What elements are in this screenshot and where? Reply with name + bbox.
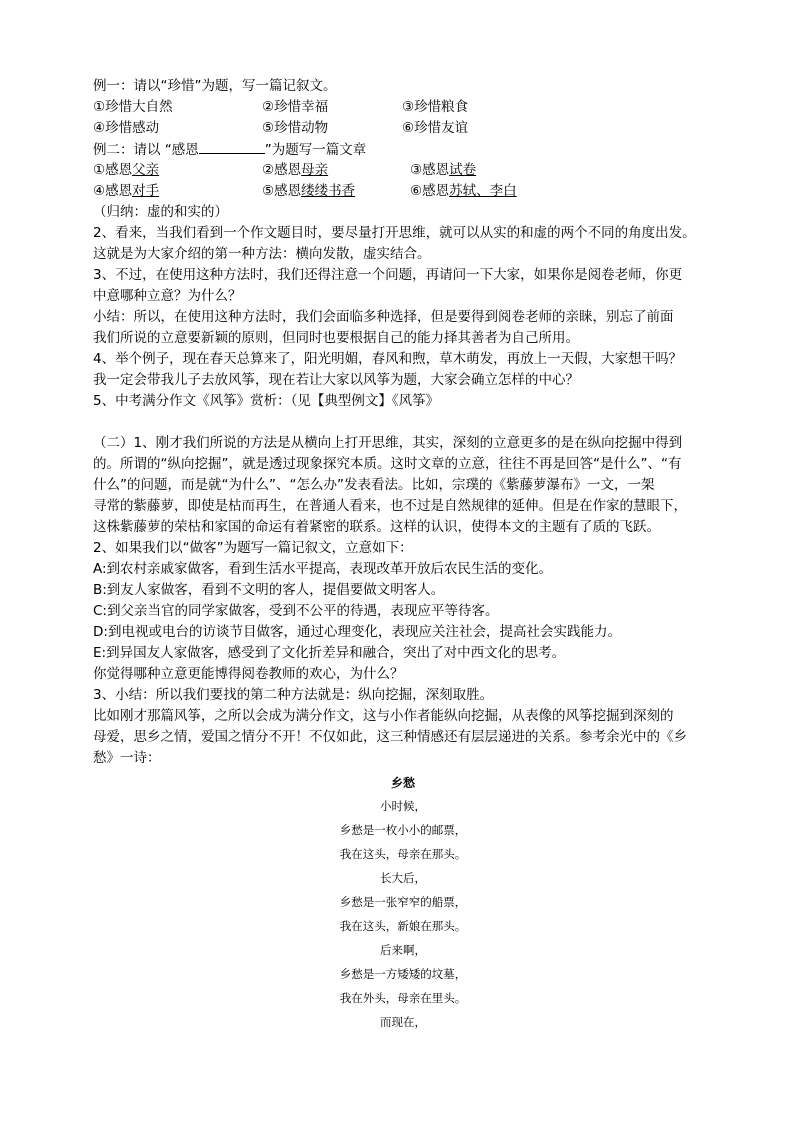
poem-line: 乡愁是一张窄窄的船票， — [339, 895, 467, 909]
poem-line: 而现在， — [380, 1015, 426, 1029]
paragraph-line: 3、小结：所以我们要找的第二种方法就是：纵向挖掘，深刻取胜。 — [93, 687, 494, 703]
poem-title: 乡愁 — [390, 776, 415, 790]
paragraph-line: 我们所说的立意要新颖的原则，但同时也要根据自己的能力择其善者为自己所用。 — [93, 330, 579, 346]
poem-line: 我在外头，母亲在里头。 — [339, 991, 467, 1005]
example-2-option: ②感恩母亲 — [262, 162, 329, 178]
paragraph-line: 3、不过，在使用这种方法时，我们还得注意一个问题，再请问一下大家，如果你是阅卷老师，你更 — [93, 267, 683, 283]
example-2-option: ⑤感恩缕缕书香 — [262, 183, 356, 199]
paragraph-line: 你觉得哪种立意更能博得阅卷教师的欢心，为什么？ — [93, 666, 404, 682]
poem-line: 乡愁是一方矮矮的坟墓， — [339, 967, 467, 981]
paragraph-line: 的。所谓的“纵向挖掘”，就是透过现象探究本质。这时文章的立意，往往不再是回答“是什么”、“有 — [93, 456, 682, 472]
paragraph-line: B:到友人家做客，看到不文明的客人，提倡要做文明客人。 — [93, 582, 445, 598]
paragraph-line: 这株紫藤萝的荣枯和家国的命运有着紧密的联系。这样的认识，使得本文的主题有了质的飞跃。 — [93, 519, 660, 535]
example-1-option: ④珍惜感动 — [93, 120, 160, 136]
paragraph-line: 2、看来，当我们看到一个作文题目时，要尽量打开思维，就可以从实的和虚的两个不同的角度出发。 — [93, 225, 696, 241]
poem-line: 后来啊， — [380, 943, 426, 957]
example-2-option: ④感恩对手 — [93, 183, 160, 199]
example-1-option: ①珍惜大自然 — [93, 99, 173, 115]
paragraph-line: 4、举个例子，现在春天总算来了，阳光明媚，春风和煦，草木萌发，再放上一天假，大家想干吗？ — [93, 351, 683, 367]
poem-line: 小时候， — [380, 799, 426, 813]
example-2-prompt — [93, 139, 366, 159]
paragraph-line: 我一定会带我儿子去放风筝，现在若让大家以风筝为题，大家会确立怎样的中心？ — [93, 372, 579, 388]
paragraph-line: 母爱，思乡之情，爱国之情分不开！不仅如此，这三种情感还有层层递进的关系。参考余光中的《乡 — [93, 729, 687, 745]
poem-line: 我在这头，母亲在那头。 — [339, 847, 467, 861]
example-2-option: ①感恩父亲 — [93, 162, 160, 178]
paragraph-line: A:到农村亲戚家做客，看到生活水平提高，表现改革开放后农民生活的变化。 — [93, 561, 553, 577]
example-1-option: ③珍惜粮食 — [402, 99, 469, 115]
paragraph-line: 中意哪种立意？为什么？ — [93, 288, 242, 304]
paragraph-line: D:到电视或电台的访谈节目做客，通过心理变化，表现应关注社会，提高社会实践能力。 — [93, 624, 621, 640]
paragraph-line: 比如刚才那篇风筝，之所以会成为满分作文，这与小作者能纵向挖掘，从表像的风筝挖掘到深刻的 — [93, 708, 674, 724]
paragraph-line: （二）1、刚才我们所说的方法是从横向上打开思维，其实，深刻的立意更多的是在纵向挖掘中得到 — [93, 435, 683, 451]
example-1-option: ⑥珍惜友谊 — [402, 120, 469, 136]
paragraph-line: C:到父亲当官的同学家做客，受到不公平的待遇，表现应平等待客。 — [93, 603, 499, 619]
example-2-option: ③感恩试卷 — [410, 162, 477, 178]
paragraph-line: 寻常的紫藤萝，即使是枯而再生，在普通人看来，也不过是自然规律的延伸。但是在作家的慧眼下， — [93, 498, 687, 514]
paragraph-line: 这就是为大家介绍的第一种方法：横向发散，虚实结合。 — [93, 246, 431, 262]
paragraph-line: 2、如果我们以“做客”为题写一篇记叙文，立意如下： — [93, 540, 413, 556]
example-2-prompt-end: ”为题写一篇文章 — [264, 142, 367, 158]
poem-line: 长大后， — [380, 871, 426, 885]
paragraph-line: E:到异国友人家做客，感受到了文化折差异和融合，突出了对中西文化的思考。 — [93, 645, 566, 661]
paragraph-line: 什么”的问题，而是就“为什么”、“怎么办”发表看法。比如，宗璞的《紫藤萝瀑布》一文，一架 — [93, 477, 655, 493]
example-1-option: ⑤珍惜动物 — [262, 120, 329, 136]
paragraph-line: 5、中考满分作文《风筝》赏析：（见【典型例文】《风筝》 — [93, 393, 440, 409]
paragraph-line: 小结：所以，在使用这种方法时，我们会面临多种选择，但是要得到阅卷老师的亲睐，别忘了前面 — [93, 309, 674, 325]
fill-in-blank — [199, 139, 265, 154]
example-1-prompt: 例一：请以“珍惜”为题，写一篇记叙文。 — [93, 78, 337, 94]
example-2-prompt-start: 例二：请以 “感恩 — [93, 142, 199, 158]
example-2-option: ⑥感恩苏轼、李白 — [410, 183, 517, 199]
poem-line: 我在这头，新娘在那头。 — [339, 919, 467, 933]
paragraph-line: 愁》一诗： — [93, 750, 161, 766]
poem-line: 乡愁是一枚小小的邮票， — [339, 823, 467, 837]
paragraph-line: （归纳：虚的和实的） — [93, 204, 228, 220]
example-1-option: ②珍惜幸福 — [262, 99, 329, 115]
